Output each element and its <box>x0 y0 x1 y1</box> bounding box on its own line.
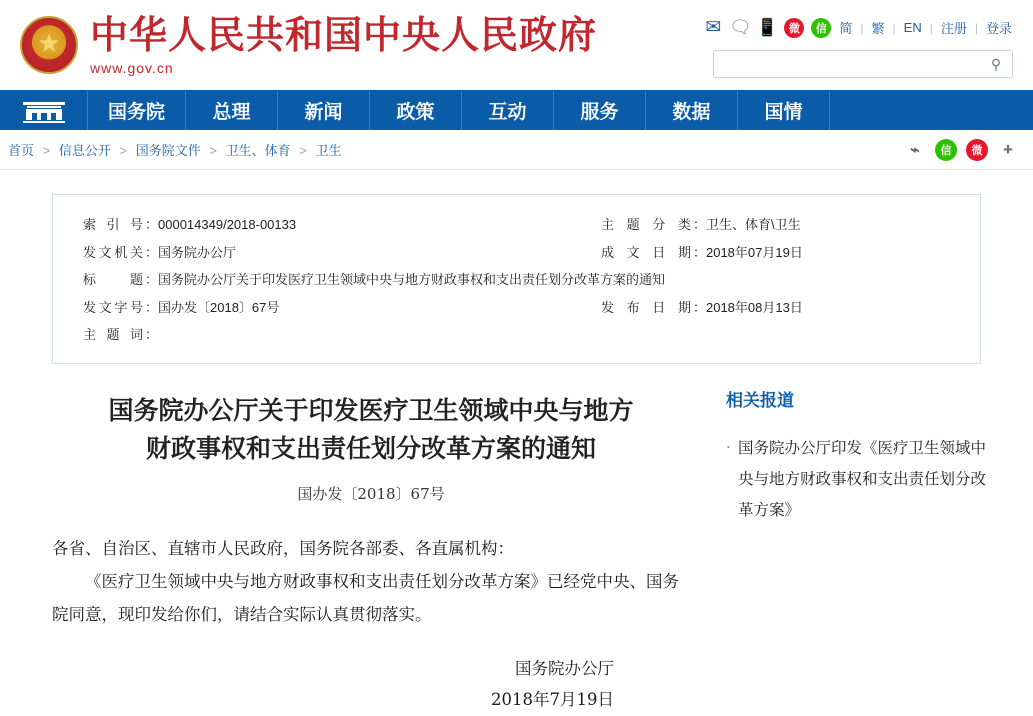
nav-item-shuju[interactable]: 数据 <box>646 91 738 130</box>
meta-colon: ： <box>145 272 159 287</box>
table-row <box>53 321 980 349</box>
meta-label-index: 索引号 <box>83 217 143 232</box>
register-link[interactable]: 注册 <box>940 21 967 36</box>
table-row <box>53 211 980 239</box>
metadata-table <box>53 211 980 349</box>
weibo-icon[interactable]: 微 <box>784 18 804 38</box>
utility-divider: | <box>860 20 864 35</box>
meta-value-index: 000014349/2018-00133 <box>158 217 297 232</box>
login-link[interactable]: 登录 <box>985 21 1012 36</box>
meta-label-category: 主题分类 <box>600 217 691 232</box>
article-paragraph: 各省、自治区、直辖市人民政府，国务院各部委、各直属机构： <box>52 539 514 558</box>
site-identity <box>90 11 598 77</box>
table-row <box>53 294 980 322</box>
nav-item-zhengce[interactable]: 政策 <box>370 91 462 130</box>
meta-label-title: 标题 <box>83 272 143 287</box>
lang-simplified-link[interactable]: 简 <box>839 21 853 36</box>
utility-divider: | <box>892 20 896 35</box>
list-item[interactable]: · 国务院办公厅印发《医疗卫生领域中央与地方财政事权和支出责任划分改革方案》 <box>726 433 986 526</box>
message-icon[interactable]: 🗨 <box>728 17 752 37</box>
search-box[interactable] <box>713 50 1013 78</box>
breadcrumb <box>8 140 341 159</box>
breadcrumb-item-home[interactable]: 首页 <box>8 143 35 158</box>
meta-colon: ： <box>145 299 159 315</box>
lang-english-link[interactable]: EN <box>903 20 922 35</box>
meta-label-docnumber: 发文字号 <box>83 299 143 315</box>
breadcrumb-separator: > <box>299 143 307 158</box>
meta-label-publish-date: 发布日期 <box>600 299 691 315</box>
utility-divider: | <box>929 20 933 35</box>
main-nav <box>0 90 1033 130</box>
meta-value-issuer: 国务院办公厅 <box>158 244 237 260</box>
breadcrumb-separator: > <box>209 143 217 158</box>
search-input[interactable] <box>724 55 986 72</box>
meta-colon: ： <box>145 327 159 342</box>
breadcrumb-bar <box>0 130 1033 170</box>
weibo-share-icon[interactable]: 微 <box>966 139 988 161</box>
header-utilities <box>703 13 1019 78</box>
wechat-icon[interactable]: 信 <box>811 18 831 38</box>
more-share-icon[interactable]: + <box>1003 139 1013 159</box>
meta-value-docnumber: 国办发〔2018〕67号 <box>158 299 280 315</box>
page-title <box>52 392 690 470</box>
meta-value-category: 卫生、体育\卫生 <box>705 217 801 232</box>
table-row <box>53 266 980 294</box>
meta-value-written-date: 2018年07月19日 <box>705 244 803 260</box>
article-signature <box>52 653 690 716</box>
meta-value-publish-date: 2018年08月13日 <box>705 299 803 315</box>
meta-label-keywords: 主题词 <box>83 327 143 342</box>
breadcrumb-item-docs[interactable]: 国务院文件 <box>135 143 201 158</box>
nav-item-zongli[interactable]: 总理 <box>186 91 278 130</box>
related-reports-panel <box>716 386 986 716</box>
share-bar <box>904 139 1019 161</box>
wechat-share-icon[interactable]: 信 <box>935 139 957 161</box>
document-metadata-box <box>52 194 981 364</box>
article-paragraph: 《医疗卫生领域中央与地方财政事权和支出责任划分改革方案》已经党中央、国务院同意，现印发给你们，请结合实际认真贯彻落实。 <box>52 572 679 624</box>
related-reports-title: 相关报道 <box>726 390 794 411</box>
gate-home-icon[interactable] <box>0 91 88 130</box>
national-emblem-icon: ★ <box>18 14 80 76</box>
site-url: www.gov.cn <box>90 60 174 77</box>
mobile-icon[interactable]: 📱 <box>756 17 778 37</box>
meta-colon: ： <box>692 244 706 260</box>
nav-item-guowuyuan[interactable]: 国务院 <box>88 91 186 130</box>
related-reports-list <box>726 433 986 526</box>
site-header <box>0 0 1033 90</box>
page-title-line2: 财政事权和支出责任划分改革方案的通知 <box>145 434 596 464</box>
content-area <box>0 364 1033 716</box>
signer-date: 2018年7月19日 <box>491 690 614 710</box>
nav-item-hudong[interactable]: 互动 <box>462 91 554 130</box>
meta-value-title: 国务院办公厅关于印发医疗卫生领域中央与地方财政事权和支出责任划分改革方案的通知 <box>158 272 666 287</box>
meta-gap <box>577 239 601 267</box>
utility-divider: | <box>974 20 978 35</box>
meta-colon: ： <box>145 244 159 260</box>
utility-bar <box>703 15 1013 41</box>
page-title-line1: 国务院办公厅关于印发医疗卫生领域中央与地方 <box>108 395 634 425</box>
article-body <box>52 532 690 631</box>
search-icon[interactable]: ⚲ <box>986 54 1006 74</box>
breadcrumb-item-info[interactable]: 信息公开 <box>58 143 111 158</box>
meta-colon: ： <box>692 299 706 315</box>
meta-gap <box>577 294 601 322</box>
meta-label-issuer: 发文机关 <box>83 244 143 260</box>
breadcrumb-separator: > <box>119 143 128 158</box>
table-row <box>53 239 980 267</box>
meta-colon: ： <box>145 217 159 232</box>
nav-item-xinwen[interactable]: 新闻 <box>278 91 370 130</box>
meta-label-written-date: 成文日期 <box>600 244 691 260</box>
signer-name: 国务院办公厅 <box>515 659 614 678</box>
meta-colon: ： <box>692 217 706 232</box>
site-title: 中华人民共和国中央人民政府 <box>90 11 598 57</box>
breadcrumb-item-health-sports[interactable]: 卫生、体育 <box>225 143 291 158</box>
meta-value-keywords <box>158 321 980 349</box>
lang-traditional-link[interactable]: 繁 <box>871 21 885 36</box>
breadcrumb-separator: > <box>42 143 51 158</box>
nav-item-fuwu[interactable]: 服务 <box>554 91 646 130</box>
document-number: 国办发〔2018〕67号 <box>297 485 445 503</box>
mail-icon[interactable]: ✉ <box>705 17 722 38</box>
breadcrumb-item-current: 卫生 <box>315 143 342 158</box>
article-column <box>26 386 716 716</box>
share-icon[interactable]: ⌁ <box>910 141 920 159</box>
meta-gap <box>577 211 601 239</box>
nav-item-guoqing[interactable]: 国情 <box>738 91 830 130</box>
